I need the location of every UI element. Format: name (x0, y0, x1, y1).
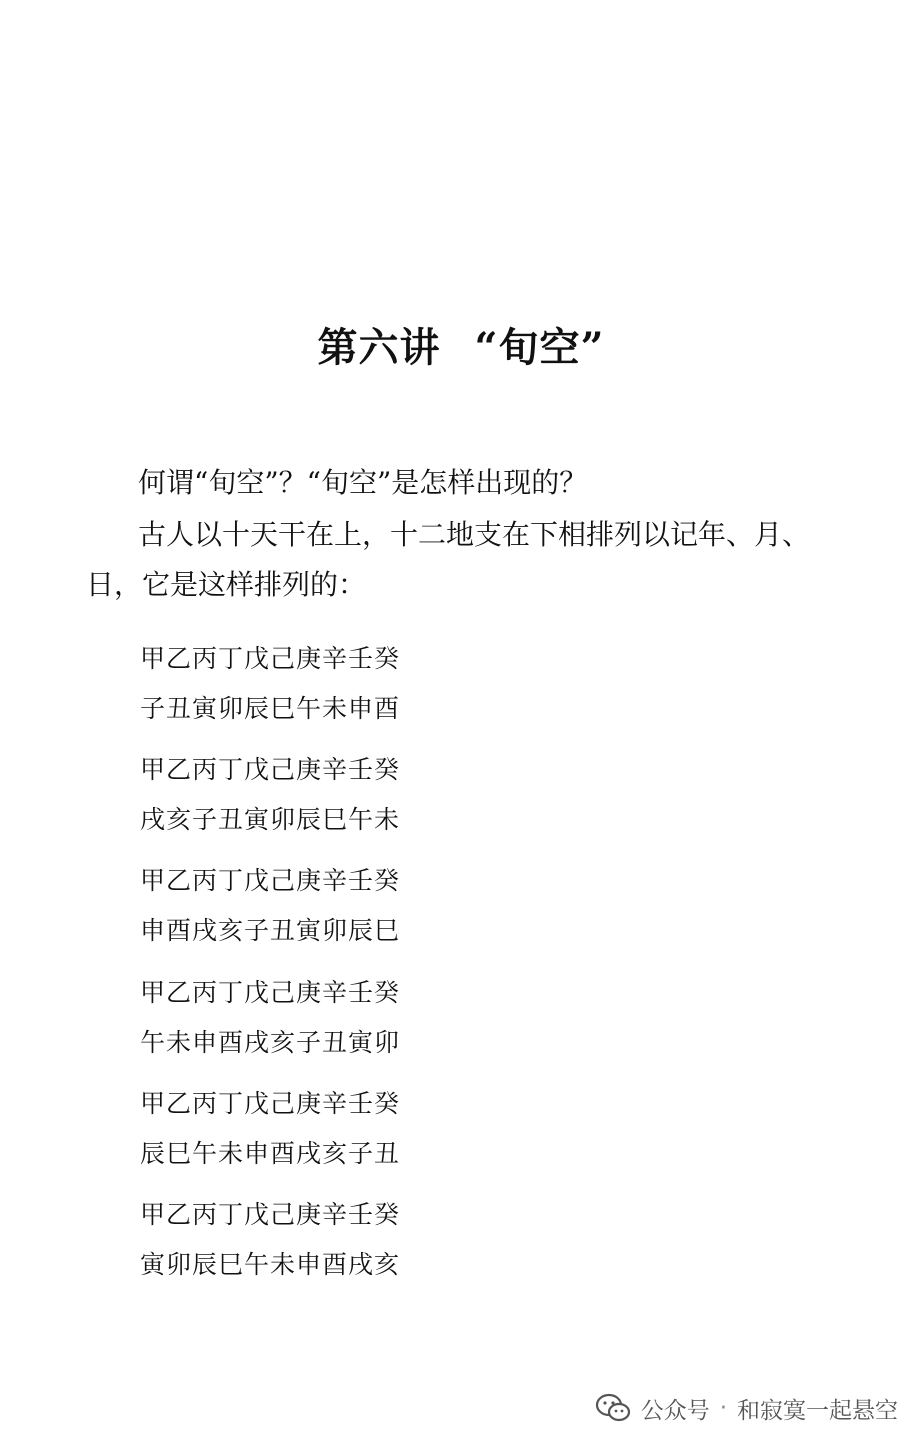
watermark-separator: · (719, 1395, 727, 1421)
cycle-group-4 (140, 968, 400, 1068)
intro-explanation: 古人以十天干在上，十二地支在下相排列以记年、月、日，它是这样排列的： (86, 518, 811, 601)
wechat-watermark (595, 1388, 898, 1428)
cycle-group-2 (140, 745, 400, 845)
lecture-topic: “旬空” (474, 324, 605, 371)
heavenly-stems-line: 甲乙丙丁戊己庚辛壬癸 (140, 866, 401, 895)
earthly-branches-line: 辰巳午未申酉戌亥子丑 (140, 1139, 401, 1168)
wechat-icon (595, 1393, 631, 1423)
cycle-group-5 (140, 1079, 400, 1179)
heavenly-stems-line: 甲乙丙丁戊己庚辛壬癸 (140, 1200, 401, 1229)
page-title (0, 316, 922, 373)
cycle-group-3 (140, 856, 400, 956)
heavenly-stems-line: 甲乙丙丁戊己庚辛壬癸 (140, 978, 401, 1007)
platform-label: 公众号 (640, 1397, 710, 1424)
cycle-group-6 (140, 1190, 400, 1290)
lecture-number: 第六讲 (317, 324, 441, 371)
heavenly-stems-line: 甲乙丙丁戊己庚辛壬癸 (140, 1089, 401, 1118)
cycle-group-1 (140, 634, 400, 734)
account-name: 和寂寞一起悬空 (737, 1397, 898, 1424)
earthly-branches-line: 子丑寅卯辰巳午未申酉 (140, 694, 401, 723)
earthly-branches-line: 申酉戌亥子丑寅卯辰巳 (140, 916, 401, 945)
heavenly-stems-line: 甲乙丙丁戊己庚辛壬癸 (140, 644, 401, 673)
earthly-branches-line: 戌亥子丑寅卯辰巳午未 (140, 805, 401, 834)
earthly-branches-line: 寅卯辰巳午未申酉戌亥 (140, 1250, 401, 1279)
intro-question: 何谓“旬空”？“旬空”是怎样出现的？ (138, 466, 588, 499)
earthly-branches-line: 午未申酉戌亥子丑寅卯 (140, 1028, 401, 1057)
heavenly-stems-line: 甲乙丙丁戊己庚辛壬癸 (140, 755, 401, 784)
